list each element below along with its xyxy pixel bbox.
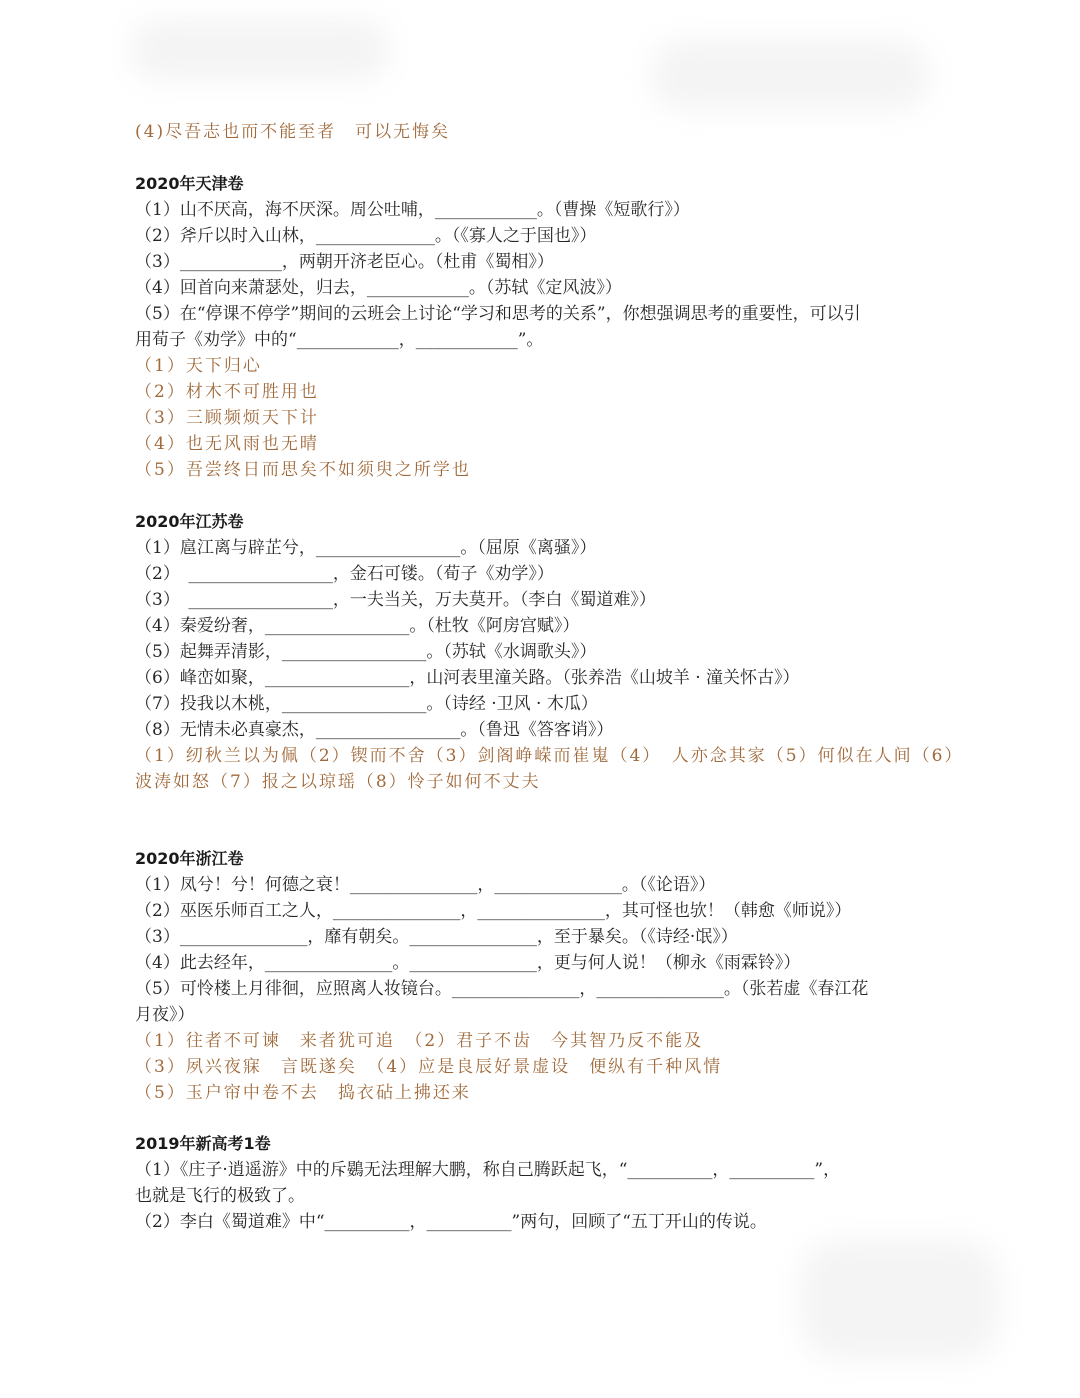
blur-artifact [650, 40, 930, 110]
question-line: （4）秦爱纷奢，_________________。（杜牧《阿房宫赋》） [135, 616, 580, 636]
section-heading: 2020年浙江卷 [135, 849, 244, 868]
question-line: （2） _________________，金石可镂。（荀子《劝学》） [135, 564, 554, 584]
answer-line: （5）玉户帘中卷不去 捣衣砧上拂还来 [135, 1083, 471, 1103]
question-line: （5）起舞弄清影，_________________。（苏轼《水调歌头》） [135, 642, 597, 662]
question-line: 用荀子《劝学》中的“____________，____________”。 [135, 330, 544, 350]
question-line: 月夜》） [135, 1005, 195, 1025]
blur-artifact [130, 20, 390, 80]
question-line: （2）巫医乐师百工之人，_______________，_______________，其可怪也欤！（韩愈《师说》） [135, 901, 852, 921]
answer-line: （5）吾尝终日而思矣不如须臾之所学也 [135, 460, 471, 480]
question-line: （3）____________，两朝开济老臣心。（杜甫《蜀相》） [135, 252, 554, 272]
question-line: （2）李白《蜀道难》中“__________，__________”两句，回顾了“五丁开山的传说。 [135, 1212, 767, 1232]
question-line: （4）此去经年，_______________。_______________，更与何人说！（柳永《雨霖铃》） [135, 953, 801, 973]
answer-line: （1）天下归心 [135, 356, 262, 376]
section-heading: 2020年天津卷 [135, 174, 244, 193]
section-heading: 2020年江苏卷 [135, 512, 244, 531]
question-line: 也就是飞行的极致了。 [135, 1186, 305, 1206]
answer-line: （2）材木不可胜用也 [135, 382, 319, 402]
question-line: （3） _________________，一夫当关，万夫莫开。（李白《蜀道难》） [135, 590, 656, 610]
question-line: （1）《庄子·逍遥游》中的斥鷃无法理解大鹏，称自己腾跃起飞，“__________，__________”， [135, 1160, 841, 1180]
section-heading: 2019年新高考1卷 [135, 1134, 271, 1153]
question-line: （4）回首向来萧瑟处，归去，____________。（苏轼《定风波》） [135, 278, 622, 298]
question-line: （1）凤兮！兮！何德之衰！_______________，_______________。（《论语》） [135, 875, 716, 895]
answer-line: 波涛如怒（7）报之以琼瑶（8）怜子如何不丈夫 [135, 772, 541, 792]
answer-line: （1）纫秋兰以为佩（2）锲而不舍（3）剑阁峥嵘而崔嵬（4） 人亦念其家（5）何似在人间（6） [135, 746, 964, 766]
question-line: （2）斧斤以时入山林，______________。（《寡人之于国也》） [135, 226, 597, 246]
question-line: （5）可怜楼上月徘徊，应照离人妆镜台。_______________，_______________。（张若虚《春江花 [135, 979, 869, 999]
question-line: （1）山不厌高，海不厌深。周公吐哺，____________。（曹操《短歌行》） [135, 200, 690, 220]
blur-artifact [800, 1240, 1000, 1360]
answer-line: (4)尽吾志也而不能至者 可以无悔矣 [135, 122, 451, 142]
answer-line: （3）夙兴夜寐 言既遂矣 （4）应是良辰好景虚设 便纵有千种风情 [135, 1057, 723, 1077]
answer-line: （4）也无风雨也无晴 [135, 434, 319, 454]
question-line: （5）在“停课不停学”期间的云班会上讨论“学习和思考的关系”，你想强调思考的重要性，可以引 [135, 304, 861, 324]
question-line: （6）峰峦如聚，_________________，山河表里潼关路。（张养浩《山坡羊 · 潼关怀古》） [135, 668, 800, 688]
question-line: （3）_______________，靡有朝矣。_______________，至于暴矣。（《诗经·氓》） [135, 927, 738, 947]
question-line: （8）无情未必真豪杰，_________________。（鲁迅《答客诮》） [135, 720, 614, 740]
answer-line: （1）往者不可谏 来者犹可追 （2）君子不齿 今其智乃反不能及 [135, 1031, 704, 1051]
question-line: （7）投我以木桃，_________________。（诗经 ·卫风 · 木瓜） [135, 694, 598, 714]
question-line: （1）扈江离与辟芷兮，_________________。（屈原《离骚》） [135, 538, 597, 558]
answer-line: （3）三顾频烦天下计 [135, 408, 319, 428]
